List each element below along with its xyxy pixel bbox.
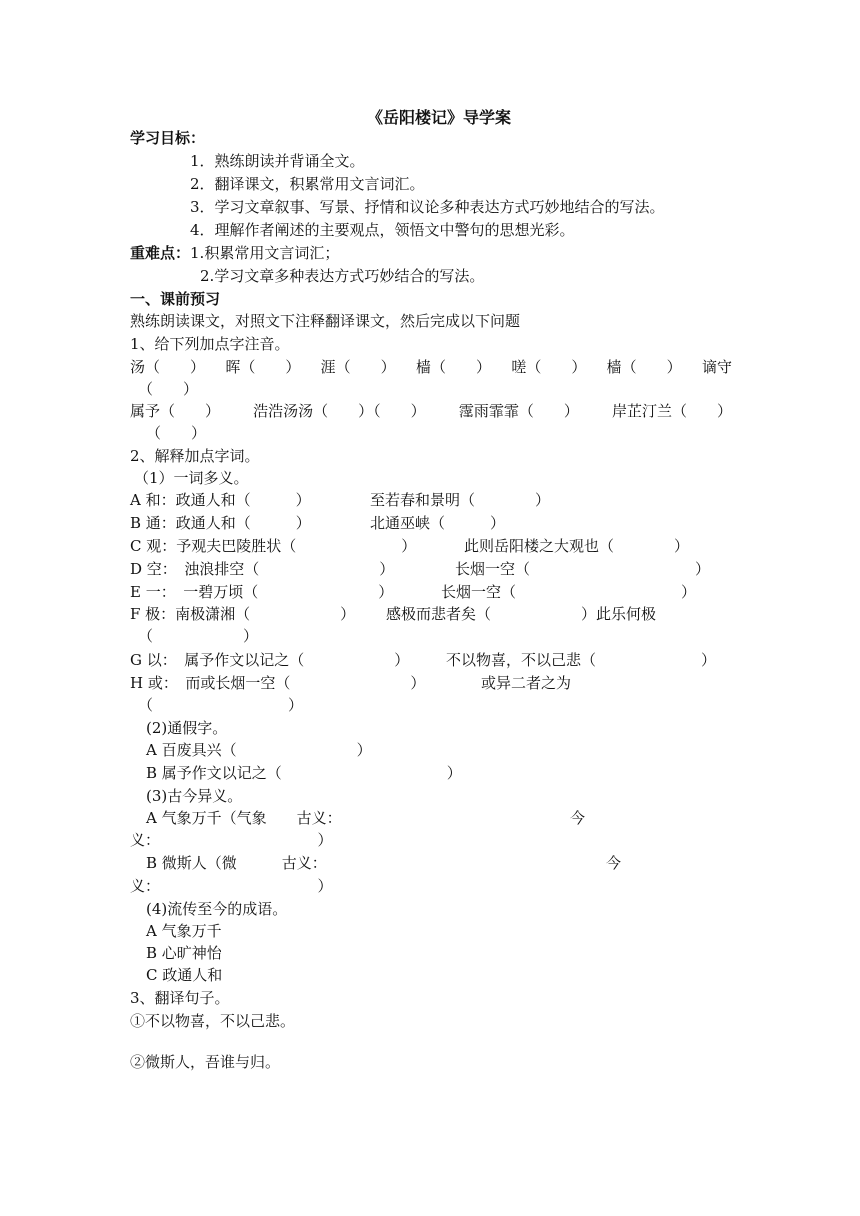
key-points-heading: 重难点：	[130, 244, 191, 262]
subsection-heading: (3)古今异义。	[146, 787, 243, 805]
gujin-text: 今	[570, 809, 586, 827]
pinyin-blank: 嗟（ ）	[511, 358, 587, 376]
polysemy-row	[130, 650, 732, 670]
objectives-heading: 学习目标：	[130, 129, 206, 147]
tongjia-item: B 属予作文以记之（ ）	[146, 764, 462, 782]
polysemy-item: B 通：政通人和（ ）	[130, 514, 311, 532]
polysemy-item: H 或： 而或长烟一空（ ）	[130, 674, 426, 692]
polysemy-item: 长烟一空（ ）	[441, 583, 697, 601]
subsection-heading: （1）一词多义。	[134, 469, 249, 487]
pinyin-blank: 浩浩汤汤（ ）（ ）	[253, 402, 426, 420]
polysemy-item: 长烟一空（ ）	[455, 560, 711, 578]
pinyin-row	[130, 357, 732, 377]
pinyin-blank: 樯（ ）	[606, 358, 682, 376]
polysemy-blank: （ ）	[138, 696, 304, 714]
key-point-item: 1.积累常用文言词汇；	[190, 244, 340, 262]
polysemy-item: A 和：政通人和（ ）	[130, 491, 311, 509]
objective-item: 1．熟练朗读并背诵全文。	[190, 152, 365, 170]
gujin-item	[146, 853, 732, 873]
gujin-item	[146, 808, 732, 828]
pinyin-blank: （ ）	[138, 380, 199, 398]
key-point-item: 2.学习文章多种表达方式巧妙结合的写法。	[200, 267, 485, 285]
pinyin-blank: 属予（ ）	[130, 402, 221, 420]
document-title: 《岳阳楼记》导学案	[366, 108, 511, 127]
pinyin-blank: 霪雨霏霏（ ）	[458, 402, 579, 420]
idiom-item: B 心旷神怡	[146, 944, 222, 962]
polysemy-row	[130, 490, 732, 510]
polysemy-item: C 观：予观夫巴陵胜状（ ）	[130, 537, 417, 555]
polysemy-item: 此则岳阳楼之大观也（ ）	[464, 537, 690, 555]
polysemy-row	[130, 673, 732, 693]
polysemy-item: E 一： 一碧万顷（ ）	[130, 583, 394, 601]
gujin-item-cont: 义： ）	[130, 877, 333, 895]
polysemy-row	[130, 513, 732, 533]
objective-item: 4．理解作者阐述的主要观点，领悟文中警句的思想光彩。	[190, 221, 575, 239]
pinyin-blank: 樯（ ）	[415, 358, 491, 376]
gujin-text: 今	[606, 854, 622, 872]
polysemy-item: G 以： 属予作文以记之（ ）	[130, 651, 410, 669]
key-points-line	[130, 243, 732, 263]
translate-sentence: ②微斯人，吾谁与归。	[130, 1053, 281, 1071]
gujin-item-cont: 义： ）	[130, 831, 333, 849]
pinyin-row	[130, 401, 732, 421]
idiom-item: A 气象万千	[146, 922, 222, 940]
question-heading: 2、解释加点字词。	[130, 447, 260, 465]
polysemy-row	[130, 559, 732, 579]
pinyin-blank: 晖（ ）	[225, 358, 301, 376]
polysemy-item: 至若春和景明（ ）	[370, 491, 551, 509]
pinyin-blank: 涯（ ）	[320, 358, 396, 376]
polysemy-item: 北通巫峡（ ）	[370, 514, 506, 532]
polysemy-item: 感极而悲者矣（ ）此乐何极	[386, 605, 657, 623]
idiom-item: C 政通人和	[146, 966, 223, 984]
polysemy-item: F 极：南极潇湘（ ）	[130, 605, 356, 623]
subsection-heading: (2)通假字。	[146, 719, 228, 737]
subsection-heading: (4)流传至今的成语。	[146, 900, 288, 918]
polysemy-row	[130, 604, 732, 624]
question-heading: 3、翻译句子。	[130, 989, 230, 1007]
polysemy-item: D 空： 浊浪排空（ ）	[130, 560, 395, 578]
pinyin-blank: 谪守	[701, 358, 732, 376]
translate-sentence: ①不以物喜，不以己悲。	[130, 1012, 296, 1030]
section-intro: 熟练朗读课文，对照文下注释翻译课文，然后完成以下问题	[130, 312, 521, 330]
pinyin-blank: （ ）	[146, 424, 207, 442]
gujin-text: B 微斯人（微 古义：	[146, 854, 327, 872]
gujin-text: A 气象万千（气象 古义：	[146, 809, 342, 827]
objective-item: 3．学习文章叙事、写景、抒情和议论多种表达方式巧妙地结合的写法。	[190, 198, 665, 216]
objective-item: 2．翻译课文，积累常用文言词汇。	[190, 175, 425, 193]
polysemy-row	[130, 582, 732, 602]
question-heading: 1、给下列加点字注音。	[130, 335, 290, 353]
polysemy-blank: （ ）	[138, 627, 259, 645]
polysemy-item: 或异二者之为	[481, 674, 572, 692]
polysemy-item: 不以物喜，不以己悲（ ）	[446, 651, 717, 669]
tongjia-item: A 百废具兴（ ）	[146, 741, 372, 759]
section-heading: 一、课前预习	[130, 290, 221, 308]
pinyin-blank: 汤（ ）	[130, 358, 206, 376]
polysemy-row	[130, 536, 732, 556]
pinyin-blank: 岸芷汀兰（ ）	[611, 402, 732, 420]
